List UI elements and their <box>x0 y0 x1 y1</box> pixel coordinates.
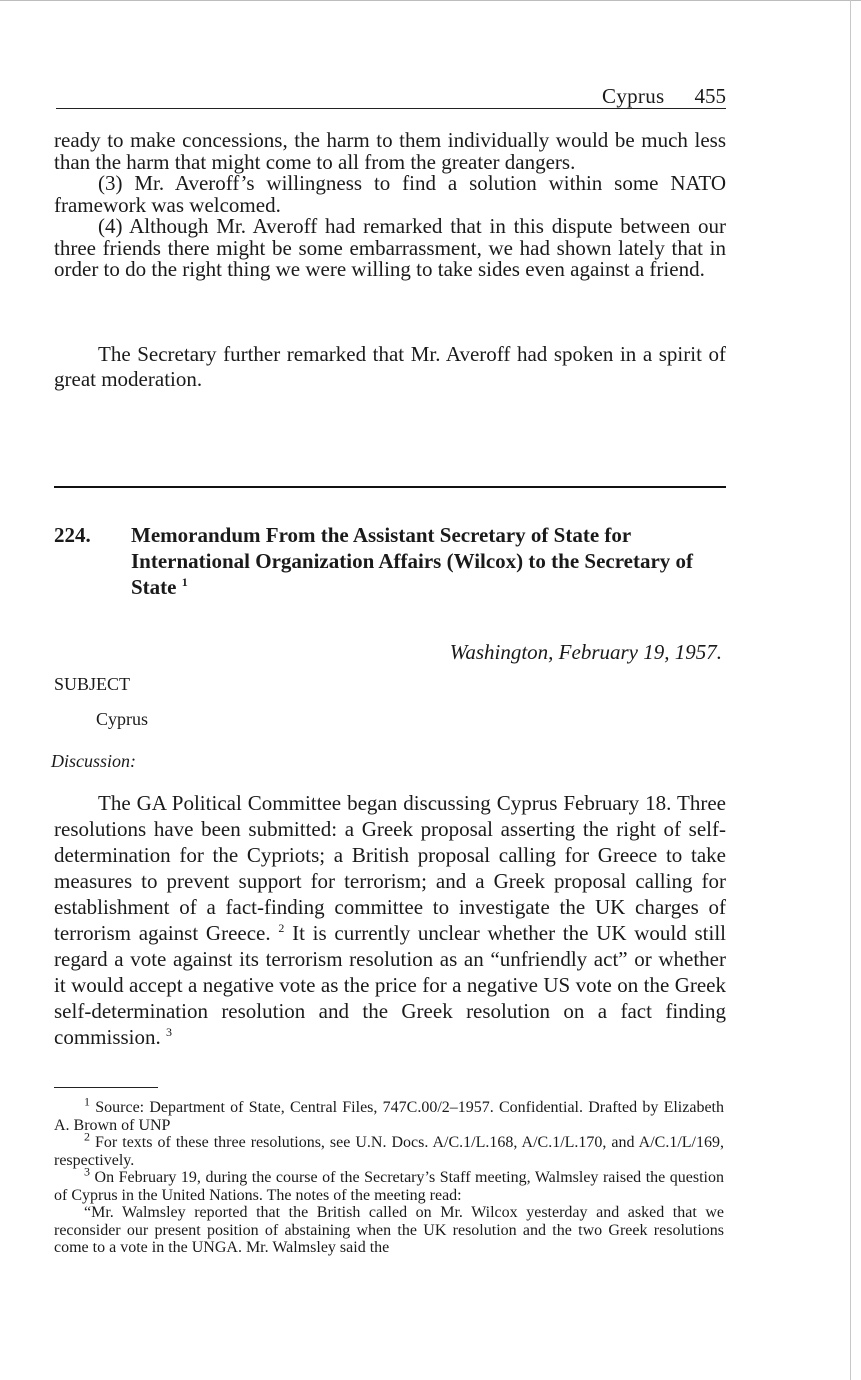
footnote-2 <box>54 1129 724 1169</box>
footnote-1-mark: 1 <box>84 1094 90 1109</box>
continuation-text <box>54 130 726 281</box>
document-title <box>131 522 721 600</box>
discussion-text <box>54 790 726 1050</box>
point-3-paragraph: (3) Mr. Averoff’s willingness to find a solution within some NATO framework was welcomed. <box>54 171 726 217</box>
footnote-1-text: Source: Department of State, Central Files, 747C.00/2–1957. Confidential. Drafted by Elizabeth A. Brown of UNP <box>54 1099 724 1134</box>
footnote-ref-2: 2 <box>278 921 285 935</box>
footnote-rule <box>54 1087 158 1088</box>
continuation-paragraph: ready to make concessions, the harm to them individually would be much less than the harm that might come to all from the greater dangers. <box>54 128 726 174</box>
discussion-part-2: It is currently unclear whether the UK would still regard a vote against its terrorism resolution as an “unfriendly act” or whether it would accept a negative vote as the price for a negative US vote on the Greek self-determination resolution and the Greek resolution on a fact finding commission. <box>54 921 727 1049</box>
footnote-2-text: For texts of these three resolutions, see U.N. Docs. A/C.1/L.168, A/C.1/L.170, and A/C.1/L/169, respectively. <box>54 1134 724 1169</box>
footnotes <box>54 1094 725 1257</box>
footnote-3 <box>54 1164 725 1204</box>
closing-text <box>54 342 726 392</box>
section-divider <box>54 486 726 488</box>
closing-paragraph: The Secretary further remarked that Mr. Averoff had spoken in a spirit of great moderation. <box>54 342 726 391</box>
running-title: Cyprus <box>602 84 665 108</box>
document-number: 224. <box>54 523 91 547</box>
footnote-2-mark: 2 <box>84 1129 90 1144</box>
subject-value: Cyprus <box>96 709 149 729</box>
scan-edge-right <box>850 0 851 1380</box>
scan-edge-top <box>0 0 861 4</box>
running-head <box>56 84 726 109</box>
point-4-paragraph: (4) Although Mr. Averoff had remarked that in this dispute between our three friends there might be some embarrassment, we had shown lately that in order to do the right thing we were willing to take sides even against a friend. <box>54 214 726 281</box>
document-title-text: Memorandum From the Assistant Secretary of State for International Organization Affairs (Wilcox) to the Secretary of State <box>131 523 694 599</box>
dateline: Washington, February 19, 1957. <box>449 640 722 664</box>
footnote-ref-1: 1 <box>181 575 188 589</box>
subject-label: SUBJECT <box>54 674 131 694</box>
discussion-paragraph <box>54 790 726 1050</box>
footnote-1 <box>54 1094 724 1134</box>
discussion-part-1: The GA Political Committee began discussing Cyprus February 18. Three resolutions have been submitted: a Greek proposal asserting the right of self-determination for the Cypriots; a British proposal calling for Greece to take measures to prevent support for terrorism; and a Greek proposal calling for establishment of a fact-finding committee to investigate the UK charges of terrorism against Greece. <box>54 791 726 945</box>
footnote-ref-3: 3 <box>166 1025 173 1039</box>
footnote-3-text: On February 19, during the course of the Secretary’s Staff meeting, Walmsley raised the question of Cyprus in the United Nations. The notes of the meeting read: <box>54 1169 725 1204</box>
page-number: 455 <box>694 84 726 108</box>
footnote-quote: “Mr. Walmsley reported that the British called on Mr. Wilcox yesterday and asked that we reconsider our present position of abstaining when the UK resolution and the two Greek resolutions come to a vote in the UNGA. Mr. Walmsley said the <box>54 1204 724 1256</box>
footnote-3-mark: 3 <box>84 1164 90 1179</box>
discussion-label: Discussion: <box>51 751 136 771</box>
